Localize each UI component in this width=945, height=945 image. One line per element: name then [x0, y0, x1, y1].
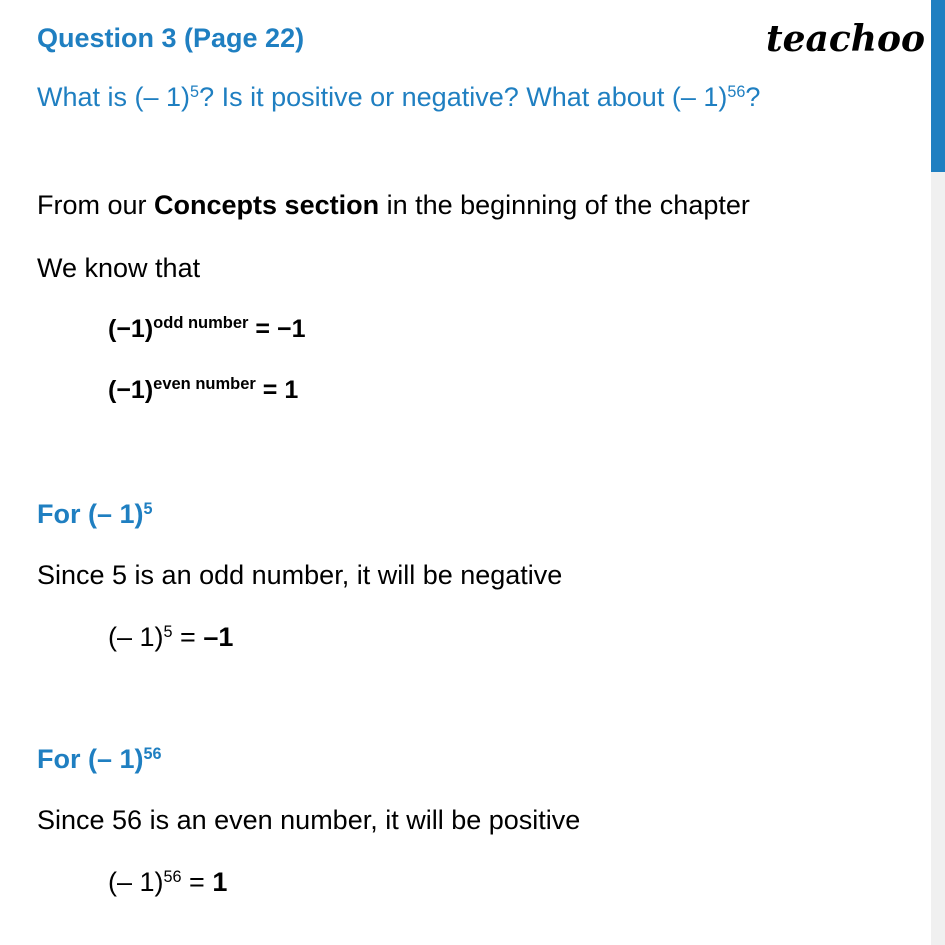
case56-equation	[108, 869, 227, 896]
intro-text-pre: From our	[37, 190, 155, 220]
case5-eq-equals: =	[172, 622, 204, 652]
case56-eq-result: 1	[212, 867, 228, 897]
case56-reason: Since 56 is an even number, it will be positive	[37, 805, 581, 835]
case5-heading-text: For (– 1)	[37, 499, 144, 529]
intro-line-1	[37, 192, 750, 219]
concepts-section-text: Concepts section	[154, 190, 380, 220]
case5-heading	[37, 501, 153, 528]
intro-line-2: We know that	[37, 253, 201, 283]
question-label: Question 3 (Page 22)	[37, 23, 305, 53]
case56-eq-sup: 56	[163, 868, 182, 887]
scrollbar-thumb[interactable]	[931, 0, 945, 172]
question-part-3: ?	[745, 82, 761, 112]
odd-rule-result: = −1	[248, 315, 306, 343]
case56-eq-base: (– 1)	[108, 867, 164, 897]
case5-equation	[108, 624, 233, 651]
question-part-2: ? Is it positive or negative? What about (– 1)	[199, 82, 728, 112]
odd-rule	[108, 313, 306, 343]
case56-heading-sup: 56	[143, 745, 162, 764]
question-sup-1: 5	[190, 83, 200, 102]
teachoo-logo: teachoo	[766, 18, 925, 60]
intro-text-post: in the beginning of the chapter	[379, 190, 750, 220]
even-rule-exponent: even number	[153, 374, 256, 393]
even-rule-base: (−1)	[108, 376, 154, 404]
case56-heading	[37, 746, 162, 773]
even-rule	[108, 374, 299, 404]
question-text	[37, 84, 760, 111]
question-sup-2: 56	[727, 83, 746, 102]
case5-reason: Since 5 is an odd number, it will be negative	[37, 560, 563, 590]
odd-rule-exponent: odd number	[153, 313, 249, 332]
case56-heading-text: For (– 1)	[37, 744, 144, 774]
case5-eq-sup: 5	[163, 623, 173, 642]
case5-eq-base: (– 1)	[108, 622, 164, 652]
odd-rule-base: (−1)	[108, 315, 154, 343]
case5-eq-result: –1	[203, 622, 234, 652]
case5-heading-sup: 5	[143, 500, 153, 519]
even-rule-result: = 1	[255, 376, 299, 404]
question-part-1: What is (– 1)	[37, 82, 191, 112]
case56-eq-equals: =	[181, 867, 213, 897]
